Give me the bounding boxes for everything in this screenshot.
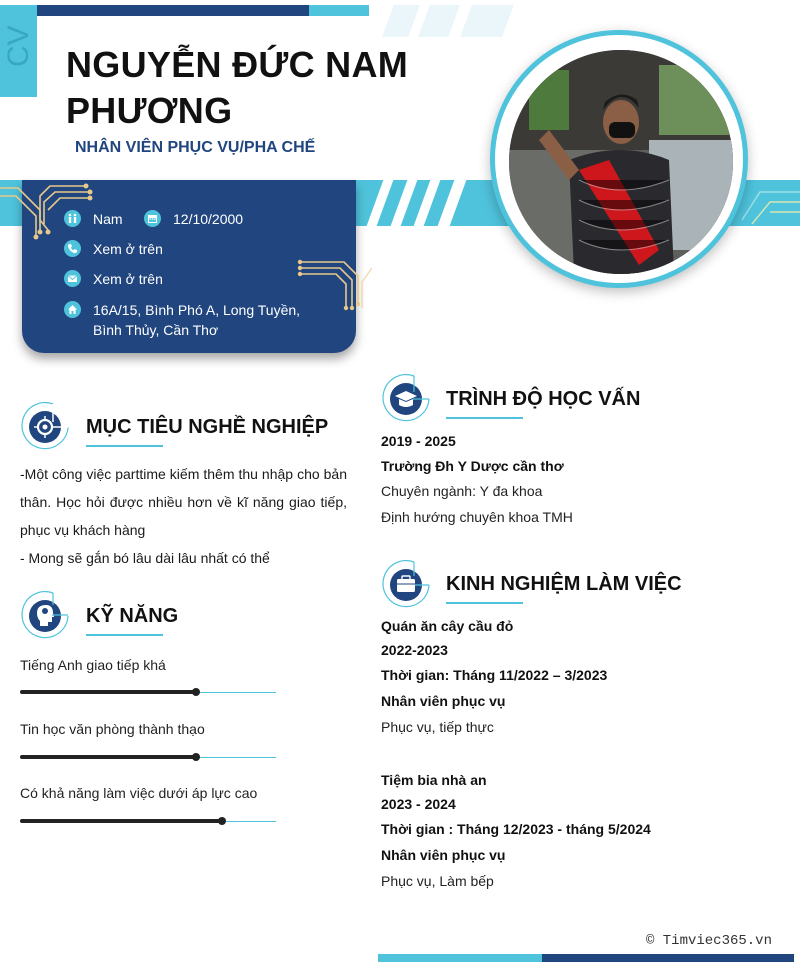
circuit-decor-card-right — [296, 258, 372, 314]
calendar-icon — [144, 210, 161, 227]
candidate-name — [66, 42, 408, 134]
education-period: 2019 - 2025 — [381, 433, 456, 449]
objective-line: -Một công việc parttime kiếm thêm thu nhập cho bản thân. Học hỏi được nhiều hơn về kĩ năng giao tiếp, phục vụ khách hàng — [20, 466, 347, 538]
skill-bar — [20, 757, 276, 758]
contact-address — [64, 300, 300, 340]
job-years: 2022-2023 — [381, 642, 448, 658]
job-position: Nhân viên phục vụ — [381, 693, 506, 709]
skill-label: Tiếng Anh giao tiếp khá — [20, 657, 166, 673]
graduation-cap-icon — [381, 374, 431, 424]
address-line-2: Bình Thủy, Cần Thơ — [93, 322, 219, 338]
objective-text — [20, 460, 347, 572]
decor-parallelogram — [418, 5, 460, 37]
home-icon — [64, 301, 81, 318]
objective-title: MỤC TIÊU NGHỀ NGHIỆP — [86, 416, 329, 438]
skill-bar-knob — [192, 688, 200, 696]
job-company: Quán ăn cây cầu đỏ — [381, 618, 514, 634]
name-line-2: PHƯƠNG — [66, 90, 233, 131]
bottom-bar-dark — [542, 954, 794, 962]
education-school: Trường Đh Y Dược cần thơ — [381, 458, 564, 474]
brain-gear-icon — [20, 591, 70, 641]
job-duties: Phục vụ, tiếp thực — [381, 719, 494, 735]
avatar-photo — [509, 50, 733, 274]
watermark: © Timviec365.vn — [645, 933, 772, 949]
skills-title: KỸ NĂNG — [86, 605, 179, 627]
job-time: Thời gian: Tháng 11/2022 – 3/2023 — [381, 667, 608, 683]
skill-label: Tin học văn phòng thành thạo — [20, 721, 205, 737]
circuit-decor-left — [0, 180, 100, 240]
top-bar-dark — [37, 5, 309, 16]
contact-email — [64, 270, 163, 287]
decor-parallelogram — [382, 5, 420, 37]
education-underline — [446, 417, 523, 419]
briefcase-icon — [381, 560, 431, 610]
skill-bar-fill — [20, 755, 196, 759]
skill-label: Có khả năng làm việc dưới áp lực cao — [20, 785, 258, 801]
address-value — [93, 300, 300, 340]
objective-line: - Mong sẽ gắn bó lâu dài lâu nhất có thể — [20, 550, 270, 566]
skill-bar — [20, 692, 276, 693]
cv-tab-label: CV — [2, 25, 35, 67]
education-orientation: Định hướng chuyên khoa TMH — [381, 509, 573, 525]
job-years: 2023 - 2024 — [381, 796, 456, 812]
bottom-bar-light — [378, 954, 542, 962]
skill-bar-knob — [192, 753, 200, 761]
skill-bar — [20, 821, 276, 822]
experience-underline — [446, 602, 523, 604]
skill-bar-fill — [20, 819, 222, 823]
job-duties: Phục vụ, Làm bếp — [381, 873, 494, 889]
top-bar-light — [309, 5, 369, 16]
skill-bar-fill — [20, 690, 196, 694]
skill-bar-knob — [218, 817, 226, 825]
address-line-1: 16A/15, Bình Phó A, Long Tuyền, — [93, 302, 301, 318]
job-company: Tiệm bia nhà an — [381, 772, 487, 788]
education-title: TRÌNH ĐỘ HỌC VẤN — [446, 388, 641, 410]
contact-phone — [64, 240, 163, 257]
contact-birthday — [144, 210, 243, 227]
name-line-1: NGUYỄN ĐỨC NAM — [66, 44, 409, 85]
objective-underline — [86, 445, 163, 447]
phone-value: Xem ở trên — [93, 240, 163, 257]
email-icon — [64, 270, 81, 287]
decor-parallelogram — [460, 5, 514, 37]
birthday-value: 12/10/2000 — [173, 210, 244, 227]
cv-tab — [0, 5, 37, 97]
job-time: Thời gian : Tháng 12/2023 - tháng 5/2024 — [381, 821, 651, 837]
job-position: Nhân viên phục vụ — [381, 847, 506, 863]
email-value: Xem ở trên — [93, 270, 163, 287]
phone-icon — [64, 240, 81, 257]
job-title: NHÂN VIÊN PHỤC VỤ/PHA CHẾ — [75, 139, 316, 156]
skills-underline — [86, 634, 163, 636]
experience-title: KINH NGHIỆM LÀM VIỆC — [446, 573, 682, 595]
gender-value: Nam — [93, 210, 123, 227]
target-icon — [20, 402, 70, 452]
education-major: Chuyên ngành: Y đa khoa — [381, 483, 543, 499]
